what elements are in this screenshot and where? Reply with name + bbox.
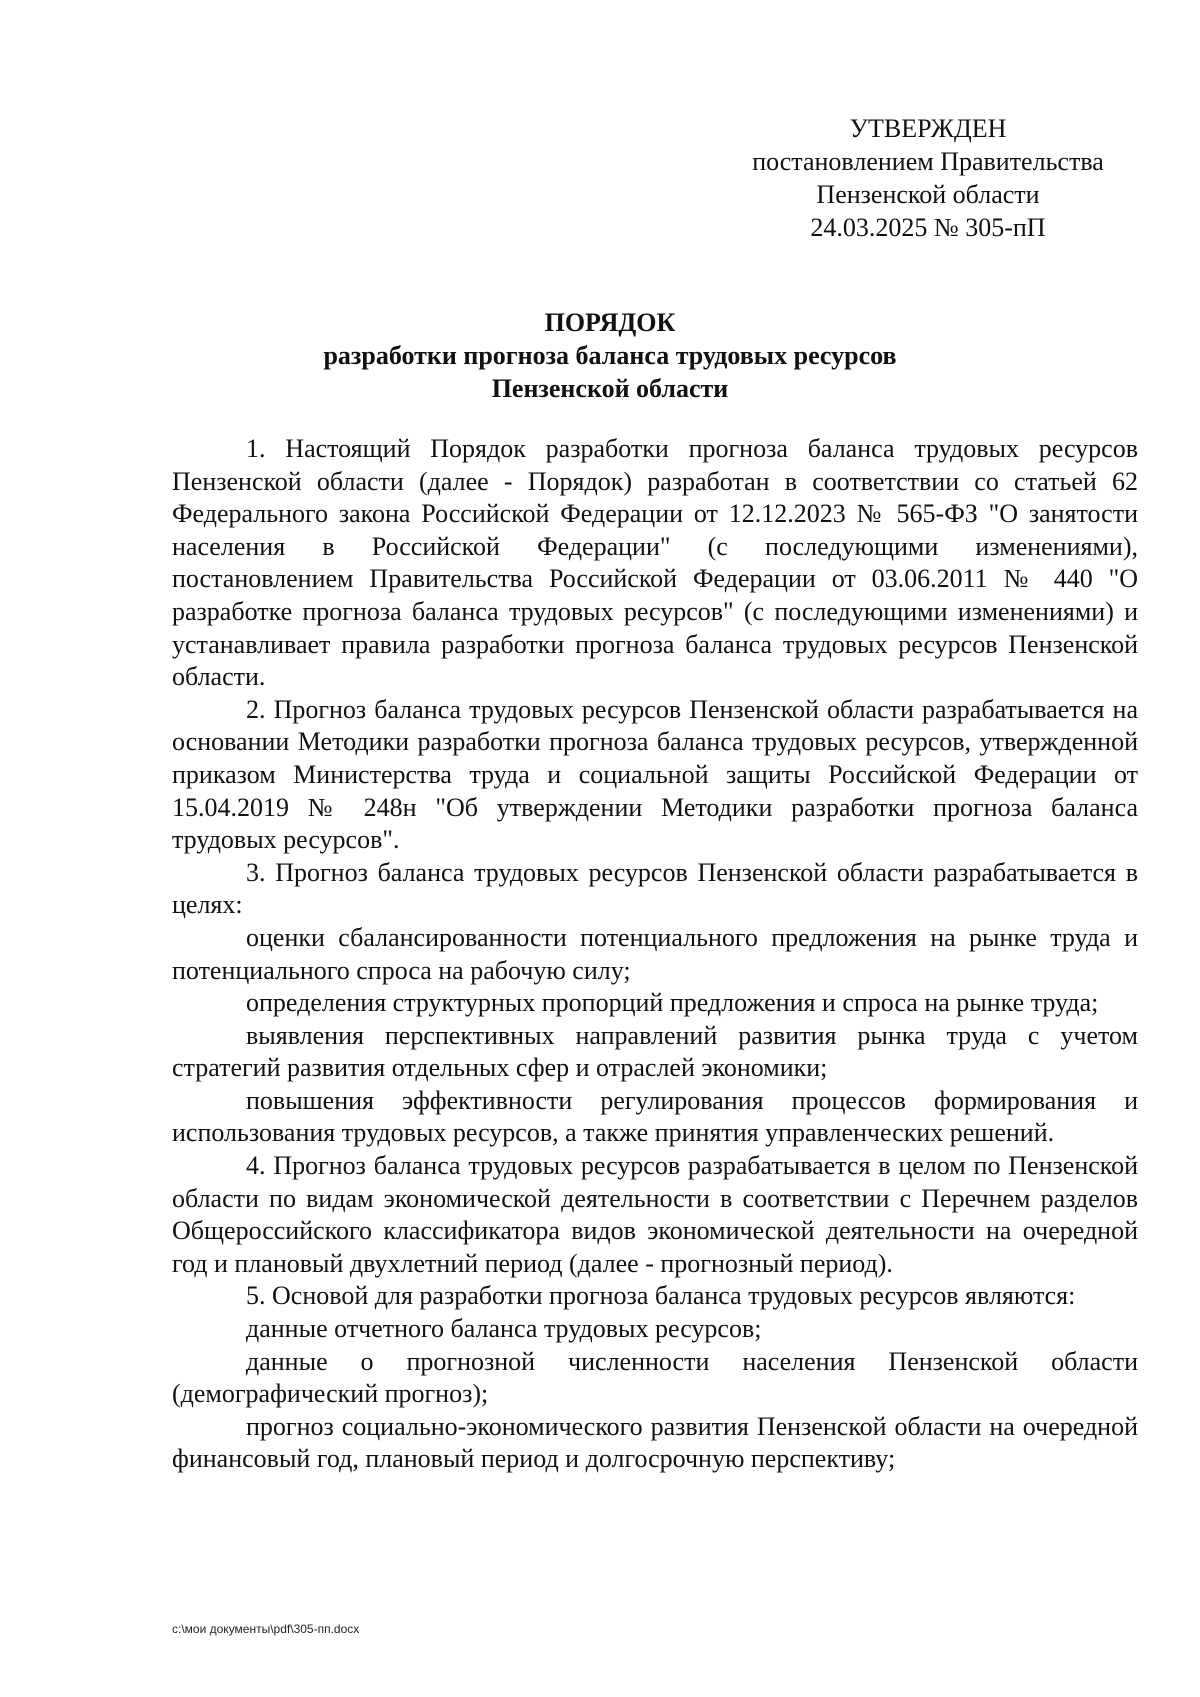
title-subtitle-2: Пензенской области xyxy=(491,374,729,403)
approval-line-approved: УТВЕРЖДЕН xyxy=(849,114,1007,143)
paragraph-5-item-1: данные отчетного баланса трудовых ресурсов; xyxy=(246,1314,762,1344)
title-heading: ПОРЯДОК xyxy=(544,308,676,337)
paragraph-3-item-4: повышения эффективности регулирования процессов формирования и использования трудовых ресурсов, а также принятия управленческих решений. xyxy=(172,1085,1138,1148)
paragraph-5: 5. Основой для разработки прогноза баланса трудовых ресурсов являются: xyxy=(246,1281,1076,1311)
document-body xyxy=(172,433,1138,1476)
paragraph-4: 4. Прогноз баланса трудовых ресурсов разрабатывается в целом по Пензенской области по видам экономической деятельности в соответствии с Перечнем разделов Общероссийского классификатора видов экономической деятельности на очередной год и плановый двухлетний период (далее - прогнозный период). xyxy=(172,1151,1138,1278)
document-title xyxy=(0,306,1200,405)
approval-line-region: Пензенской области xyxy=(816,180,1040,209)
title-subtitle-1: разработки прогноза баланса трудовых ресурсов xyxy=(323,341,897,370)
paragraph-3-item-1: оценки сбалансированности потенциального предложения на рынке труда и потенциального спроса на рабочую силу; xyxy=(172,922,1138,985)
paragraph-3-item-3: выявления перспективных направлений развития рынка труда с учетом стратегий развития отдельных сфер и отраслей экономики; xyxy=(172,1020,1138,1083)
paragraph-5-item-2: данные о прогнозной численности населения Пензенской области (демографический прогноз); xyxy=(172,1346,1138,1409)
paragraph-3-item-2: определения структурных пропорций предложения и спроса на рынке труда; xyxy=(246,988,1099,1018)
paragraph-3: 3. Прогноз баланса трудовых ресурсов Пензенской области разрабатывается в целях: xyxy=(172,857,1138,920)
footer-file-path: c:\мои документы\pdf\305-пп.docx xyxy=(172,1622,360,1636)
paragraph-5-item-3: прогноз социально-экономического развития Пензенской области на очередной финансовый год, плановый период и долгосрочную перспективу; xyxy=(172,1411,1138,1474)
approval-line-resolution: постановлением Правительства xyxy=(752,147,1104,176)
approval-stamp xyxy=(718,112,1138,244)
paragraph-1: 1. Настоящий Порядок разработки прогноза баланса трудовых ресурсов Пензенской области (далее - Порядок) разработан в соответствии со статьей 62 Федерального закона Российской Федерации от 12.12.2023 № 565-ФЗ "О занятости населения в Российской Федерации" (с последующими изменениями), постановлением Правительства Российской Федерации от 03.06.2011 № 440 "О разработке прогноза баланса трудовых ресурсов" (с последующими изменениями) и устанавливает правила разработки прогноза баланса трудовых ресурсов Пензенской области. xyxy=(172,434,1138,692)
approval-line-date-number: 24.03.2025 № 305-пП xyxy=(810,213,1046,242)
paragraph-2: 2. Прогноз баланса трудовых ресурсов Пензенской области разрабатывается на основании Методики разработки прогноза баланса трудовых ресурсов, утвержденной приказом Министерства труда и социальной защиты Российской Федерации от 15.04.2019 № 248н "Об утверждении Методики разработки прогноза баланса трудовых ресурсов". xyxy=(172,694,1138,855)
